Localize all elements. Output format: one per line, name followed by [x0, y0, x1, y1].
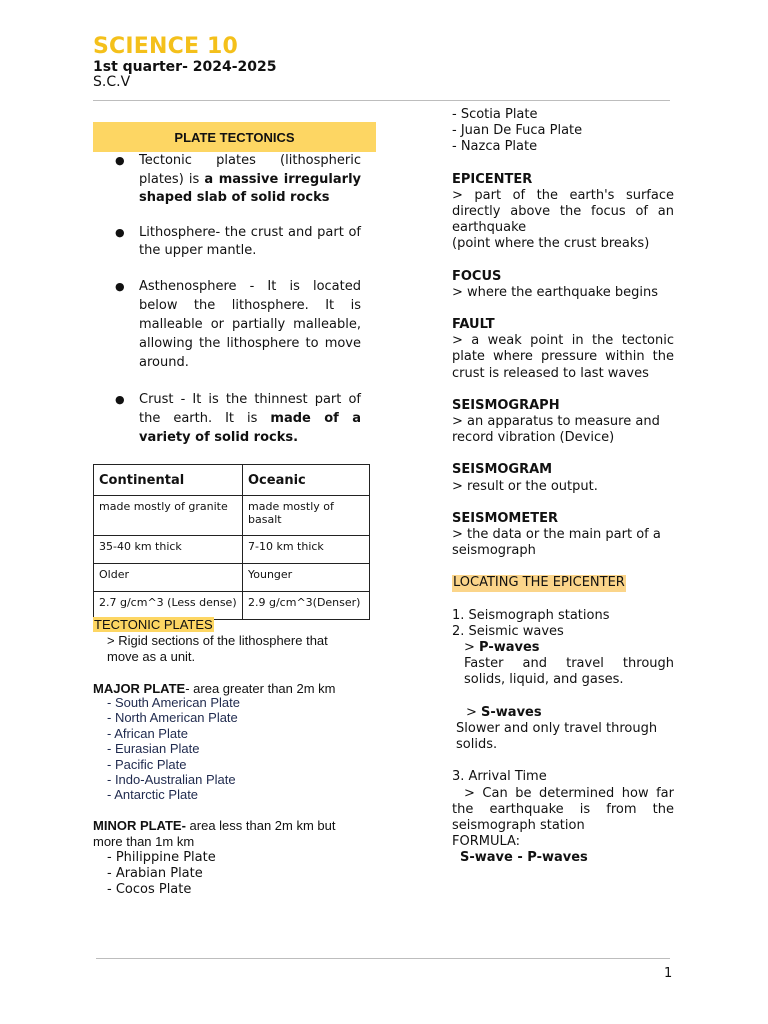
list-item: - Antarctic Plate: [107, 787, 199, 803]
bullet-text: Crust - It is the thinnest part of the earth. It is: [139, 391, 361, 426]
arrival-time-description: > Can be determined how far the earthquake is from the seismograph station: [452, 785, 674, 833]
tectonic-plates-heading: TECTONIC PLATES: [94, 617, 213, 632]
term-seismogram: [452, 462, 674, 494]
table-cell: 35-40 km thick: [94, 536, 243, 564]
locating-section: [452, 575, 674, 591]
table-cell: 7-10 km thick: [243, 536, 370, 564]
table-row: [94, 592, 370, 620]
more-plates-list: [452, 107, 674, 156]
term-seismometer: [452, 511, 674, 560]
term-definition: > the data or the main part of a seismograph: [452, 527, 661, 559]
table-cell: 2.9 g/cm^3(Denser): [243, 592, 370, 620]
minor-plate-description: area less than 2m km but more than 1m km: [93, 818, 336, 849]
table-row: [94, 496, 370, 536]
bullet-text: Asthenosphere - It is located below the lithosphere. It is malleable or partially malleable, allowing the lithosphere to move around.: [139, 278, 361, 370]
minor-plate-list: [93, 850, 361, 898]
term-note: (point where the crust breaks): [452, 236, 650, 252]
bullet-item: [93, 152, 361, 208]
list-item: - Scotia Plate: [452, 107, 538, 122]
table-cell: Younger: [243, 564, 370, 592]
term-fault: [452, 317, 674, 382]
p-waves-label: P-waves: [479, 640, 540, 656]
major-plate-description: - area greater than 2m km: [185, 681, 336, 696]
list-item: - South American Plate: [107, 695, 240, 710]
major-plate-label: MAJOR PLATE: [93, 681, 186, 696]
list-item: - Eurasian Plate: [107, 741, 200, 757]
s-waves-item: > S-waves: [466, 704, 542, 720]
list-item: - Pacific Plate: [107, 756, 187, 772]
column-header-oceanic: Oceanic: [243, 465, 370, 496]
bullet-list: [93, 152, 361, 447]
term-seismograph: [452, 398, 674, 447]
term-heading: FAULT: [452, 317, 495, 333]
term-definition: > a weak point in the tectonic plate where pressure within the crust is released to last waves: [452, 333, 674, 381]
term-definition: > where the earthquake begins: [452, 284, 658, 300]
table-cell: made mostly of granite: [94, 496, 243, 536]
table-cell: 2.7 g/cm^3 (Less dense): [94, 592, 243, 620]
column-header-continental: Continental: [94, 465, 243, 496]
page-number: 1: [664, 966, 673, 981]
list-item: - African Plate: [107, 725, 188, 741]
bullet-text: Lithosphere- the crust and part of the upper mantle.: [139, 224, 361, 258]
p-waves-description: Faster and travel through solids, liquid, and gases.: [464, 656, 674, 688]
term-heading: FOCUS: [452, 268, 502, 284]
term-epicenter: [452, 172, 674, 253]
bullet-bold-text: made of a variety of solid rocks.: [139, 410, 361, 445]
header-divider: [93, 100, 670, 101]
term-definition: > part of the earth's surface directly above the focus of an earthquake: [452, 187, 674, 236]
term-heading: SEISMOMETER: [452, 510, 559, 526]
tectonic-plates-definition: > Rigid sections of the lithosphere that move as a unit.: [107, 633, 328, 664]
s-waves-description: Slower and only travel through solids.: [456, 720, 658, 753]
term-definition: > an apparatus to measure and record vibration (Device): [452, 414, 660, 446]
document-subtitle: 1st quarter- 2024-2025: [93, 59, 277, 75]
crust-comparison-table: [93, 464, 370, 620]
bullet-bold-text: a massive irregularly shaped slab of solid rocks: [139, 171, 362, 205]
locating-steps: [452, 608, 674, 867]
formula-label: FORMULA:: [452, 834, 521, 850]
list-item: - Nazca Plate: [452, 139, 538, 155]
right-column: [452, 107, 674, 867]
list-item: - Philippine Plate: [107, 850, 216, 865]
s-waves-label: S-waves: [481, 704, 542, 720]
term-focus: [452, 269, 674, 301]
list-item: - Cocos Plate: [107, 882, 192, 897]
document-author: S.C.V: [93, 74, 131, 90]
list-item: - Arabian Plate: [107, 866, 203, 881]
footer-divider: [96, 958, 670, 959]
term-heading: SEISMOGRAM: [452, 462, 553, 478]
p-waves-item: > P-waves: [464, 640, 540, 656]
major-plate-list: [93, 695, 361, 803]
formula-text: S-wave - P-waves: [460, 850, 588, 866]
minor-plate-label: MINOR PLATE-: [93, 818, 186, 833]
table-row: [94, 564, 370, 592]
bullet-item: [93, 277, 361, 372]
bullet-text: Tectonic plates (lithospheric plates) is: [139, 153, 361, 187]
list-item: - Indo-Australian Plate: [107, 772, 236, 788]
list-item: - North American Plate: [107, 710, 238, 726]
locating-epicenter-heading: LOCATING THE EPICENTER: [453, 575, 625, 591]
bullet-item: [93, 390, 361, 447]
term-definition: > result or the output.: [452, 478, 598, 494]
table-cell: Older: [94, 564, 243, 592]
minor-plate-heading: [93, 818, 361, 849]
table-row: [94, 536, 370, 564]
term-heading: EPICENTER: [452, 171, 533, 187]
step-arrival-time: 3. Arrival Time: [452, 769, 547, 785]
step-stations: 1. Seismograph stations: [452, 607, 610, 623]
plate-tectonics-banner: PLATE TECTONICS: [93, 122, 376, 152]
table-header-row: [94, 465, 370, 496]
list-item: - Juan De Fuca Plate: [452, 123, 583, 139]
table-cell: made mostly of basalt: [243, 496, 370, 536]
term-heading: SEISMOGRAPH: [452, 397, 560, 413]
bullet-item: [93, 224, 361, 261]
document-title: SCIENCE 10: [93, 34, 239, 59]
step-seismic-waves: 2. Seismic waves: [452, 623, 564, 639]
